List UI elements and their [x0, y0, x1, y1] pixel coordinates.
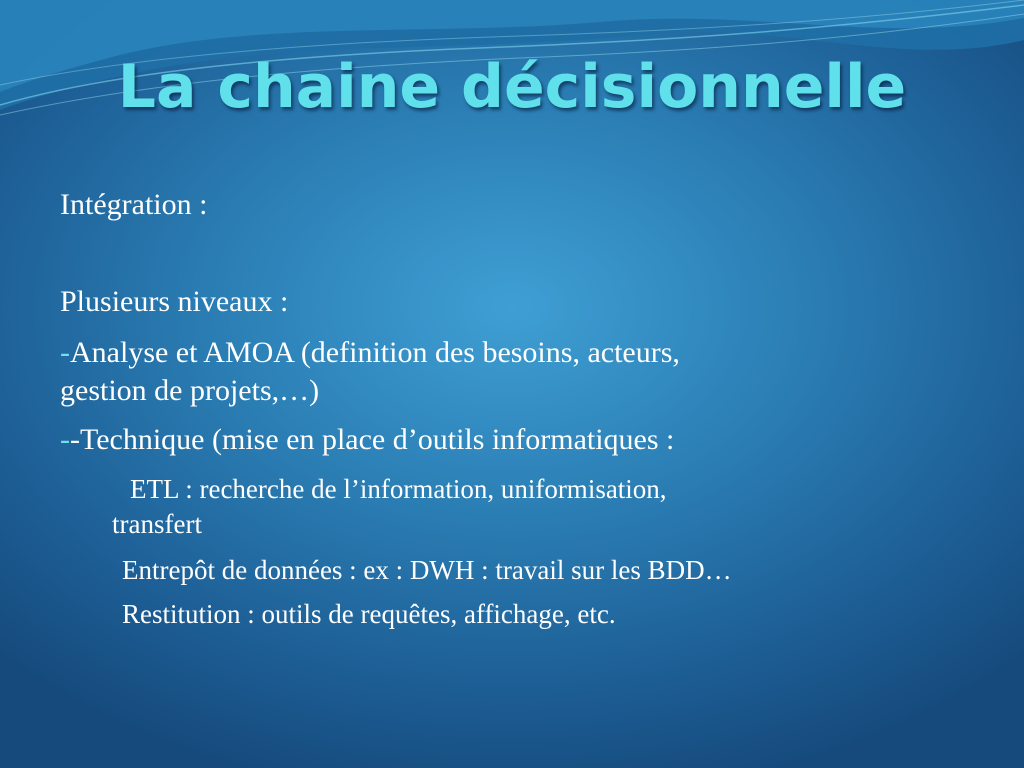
entrepot-item: Entrepôt de données : ex : DWH : travail sur les BDD… [122, 555, 732, 585]
technique-text: -Technique (mise en place d’outils informatiques : [70, 423, 675, 456]
analyse-item [60, 336, 680, 370]
niveaux-heading: Plusieurs niveaux : [60, 285, 289, 318]
restitution-item: Restitution : outils de requêtes, affichage, etc. [122, 599, 616, 629]
dash-bullet: - [60, 336, 70, 369]
dash-bullet: - [60, 423, 70, 456]
analyse-text: Analyse et AMOA (definition des besoins, acteurs, [70, 336, 680, 369]
technique-item [60, 423, 674, 457]
etl-continuation: transfert [112, 509, 202, 539]
etl-item: ETL : recherche de l’information, uniformisation, [130, 474, 667, 504]
analyse-continuation: gestion de projets,…) [60, 374, 320, 407]
integration-heading: Intégration : [60, 188, 208, 221]
slide-title: La chaine décisionnelle [117, 52, 907, 122]
